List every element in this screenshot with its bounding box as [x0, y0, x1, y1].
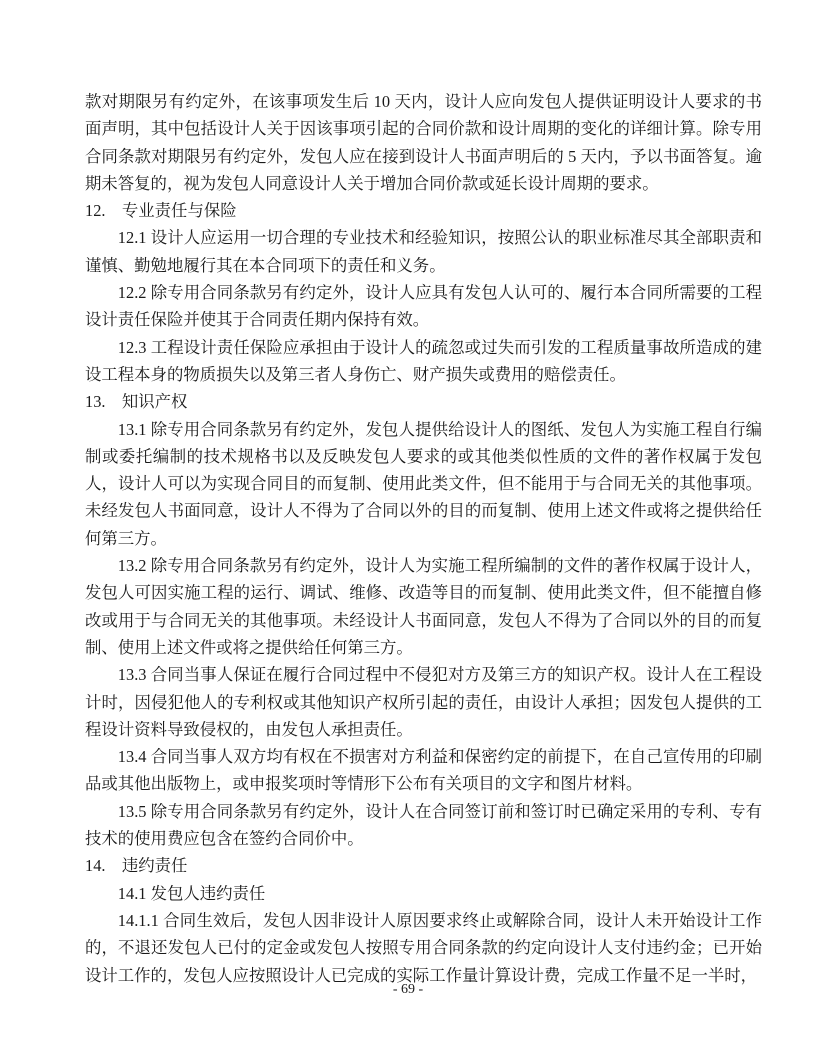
- paragraph: 13.1 除专用合同条款另有约定外，发包人提供给设计人的图纸、发包人为实施工程自行编制或委托编制的技术规格书以及反映发包人要求的或其他类似性质的文件的著作权属于发包人，设计人可以为实现合同目的而复制、使用此类文件，但不能用于与合同无关的其他事项。未经发包人书面同意，设计人不得为了合同以外的目的而复制、使用上述文件或将之提供给任何第三方。: [85, 419, 762, 548]
- paragraph: 12.1 设计人应运用一切合理的专业技术和经验知识，按照公认的职业标准尽其全部职责和谨慎、勤勉地履行其在本合同项下的责任和义务。: [85, 228, 762, 275]
- paragraph: 款对期限另有约定外，在该事项发生后 10 天内，设计人应向发包人提供证明设计人要求的书面声明，其中包括设计人关于因该事项引起的合同价款和设计周期的变化的详细计算。除专用合同条款对期限另有约定外，发包人应在接到设计人书面声明后的 5 天内，予以书面答复。逾期未答复的，视为发包人同意设计人关于增加合同价款或延长设计周期的要求。: [85, 92, 762, 193]
- paragraph: 13.2 除专用合同条款另有约定外，设计人为实施工程所编制的文件的著作权属于设计人，发包人可因实施工程的运行、调试、维修、改造等目的而复制、使用此类文件，但不能擅自修改或用于与合同无关的其他事项。未经设计人书面同意，发包人不得为了合同以外的目的而复制、使用上述文件或将之提供给任何第三方。: [85, 556, 762, 657]
- paragraph: 13.3 合同当事人保证在履行合同过程中不侵犯对方及第三方的知识产权。设计人在工程设计时，因侵犯他人的专利权或其他知识产权所引起的责任，由设计人承担；因发包人提供的工程设计资料导致侵权的，由发包人承担责任。: [85, 665, 762, 739]
- section-heading: 12. 专业责任与保险: [85, 201, 237, 221]
- paragraph: 14.1.1 合同生效后，发包人因非设计人原因要求终止或解除合同，设计人未开始设计工作的，不退还发包人已付的定金或发包人按照专用合同条款的约定向设计人支付违约金；已开始设计工作的，发包人应按照设计人已完成的实际工作量计算设计费，完成工作量不足一半时，: [85, 910, 762, 985]
- paragraph: 14.1 发包人违约责任: [117, 883, 266, 903]
- paragraph: 12.2 除专用合同条款另有约定外，设计人应具有发包人认可的、履行本合同所需要的工程设计责任保险并使其于合同责任期内保持有效。: [85, 283, 762, 330]
- section-heading: 13. 知识产权: [85, 392, 188, 412]
- page-footer: [0, 981, 816, 999]
- paragraph: 13.4 合同当事人双方均有权在不损害对方利益和保密约定的前提下，在自己宣传用的印刷品或其他出版物上，或申报奖项时等情形下公布有关项目的文字和图片材料。: [85, 747, 762, 794]
- section-heading: 14. 违约责任: [85, 856, 188, 876]
- paragraph: 12.3 工程设计责任保险应承担由于设计人的疏忽或过失而引发的工程质量事故所造成的建设工程本身的物质损失以及第三者人身伤亡、财产损失或费用的赔偿责任。: [85, 337, 762, 384]
- document-body: [85, 88, 762, 989]
- paragraph: 13.5 除专用合同条款另有约定外，设计人在合同签订前和签订时已确定采用的专利、专有技术的使用费应包含在签约合同价中。: [85, 801, 762, 849]
- page-number: - 69 -: [392, 982, 424, 997]
